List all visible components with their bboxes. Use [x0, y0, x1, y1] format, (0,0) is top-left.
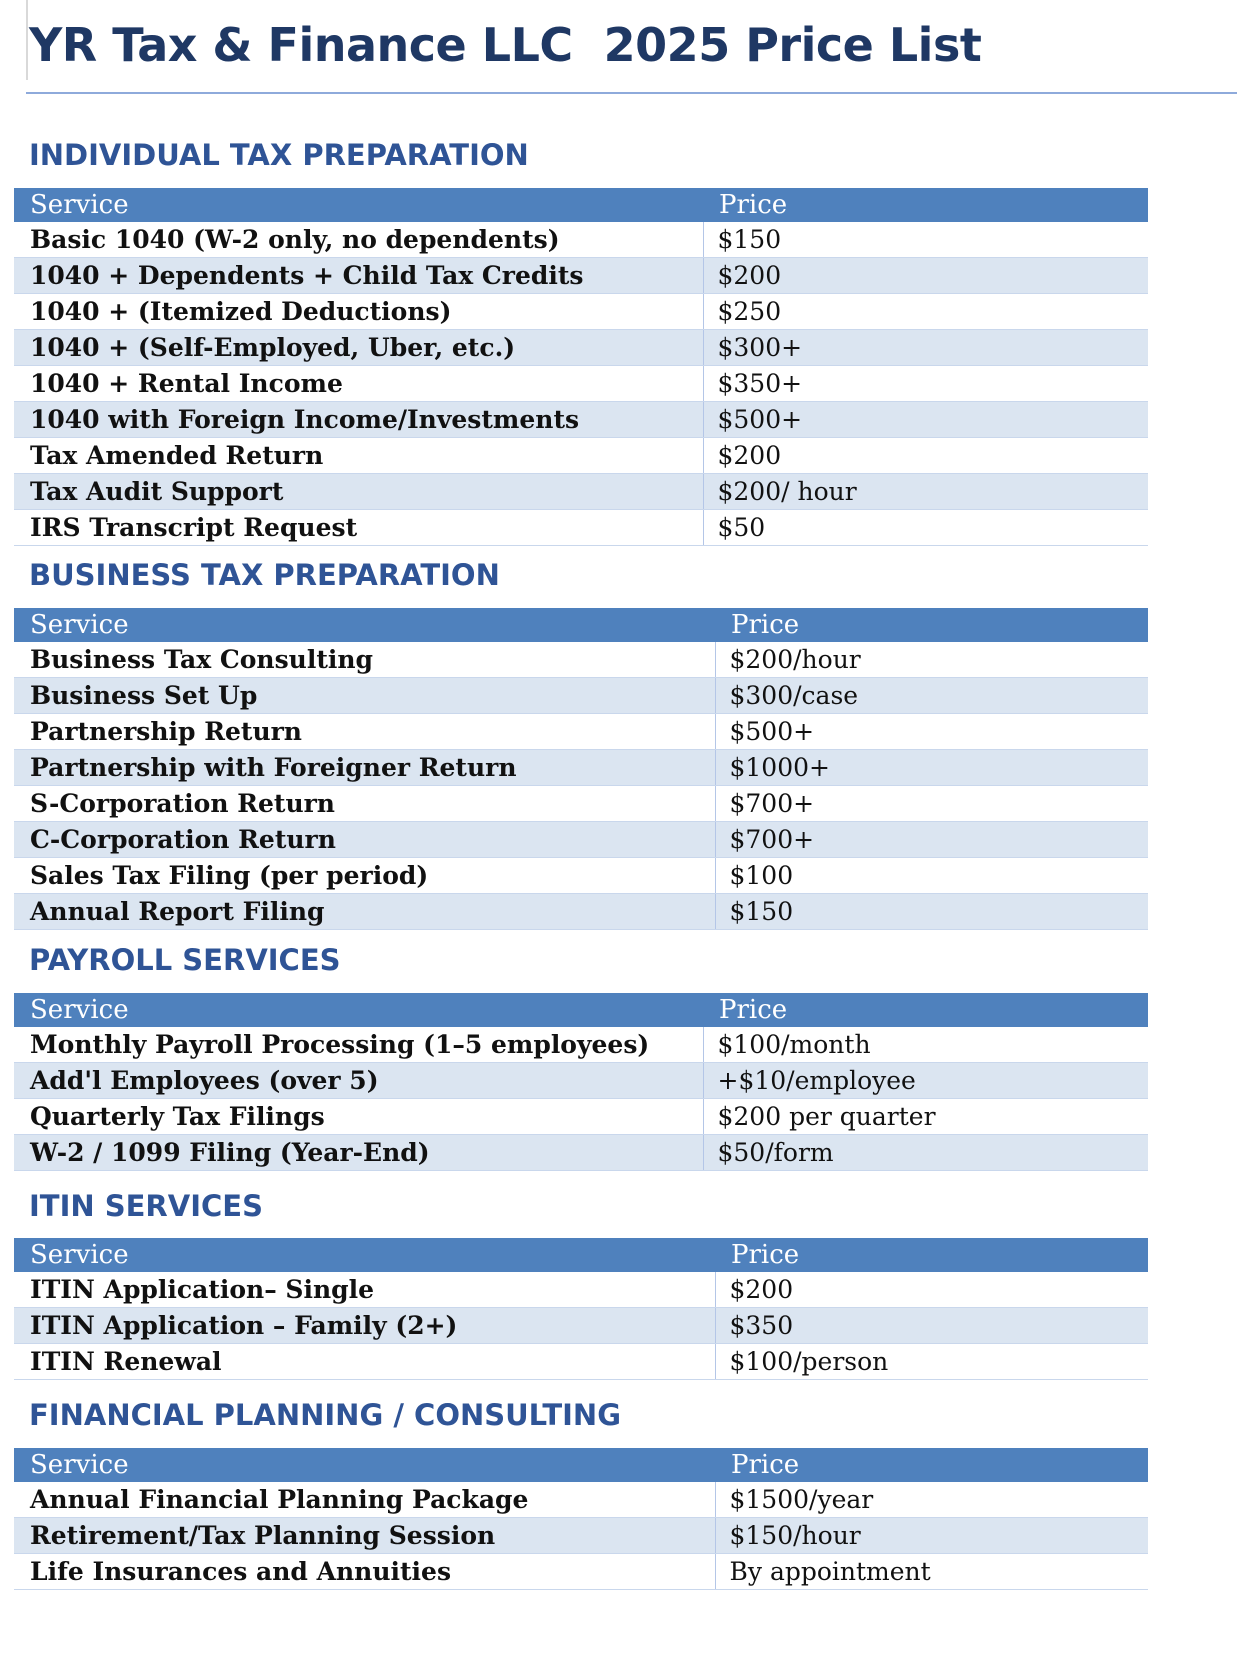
table-row: [14, 858, 1148, 894]
table-row: [14, 1027, 1148, 1063]
section-heading-individual: INDIVIDUAL TAX PREPARATION: [29, 138, 529, 172]
service-cell: Life Insurances and Annuities: [14, 1554, 715, 1590]
service-cell: ITIN Application – Family (2+): [14, 1308, 715, 1344]
service-cell: Sales Tax Filing (per period): [14, 858, 715, 894]
price-cell: $700+: [715, 786, 1148, 822]
section-heading-financial-planning: FINANCIAL PLANNING / CONSULTING: [29, 1398, 622, 1432]
section-heading-business: BUSINESS TAX PREPARATION: [29, 558, 500, 592]
table-row: [14, 678, 1148, 714]
price-cell: $200 per quarter: [703, 1099, 1148, 1135]
table-row: [14, 1308, 1148, 1344]
table-row: [14, 1554, 1148, 1590]
section-heading-payroll: PAYROLL SERVICES: [29, 943, 341, 977]
table-row: [14, 222, 1148, 258]
table-row: [14, 438, 1148, 474]
price-cell: $200: [703, 258, 1148, 294]
table-row: [14, 1099, 1148, 1135]
price-cell: By appointment: [715, 1554, 1148, 1590]
service-cell: Add'l Employees (over 5): [14, 1063, 703, 1099]
table-row: [14, 894, 1148, 930]
table-row: [14, 822, 1148, 858]
table-row: [14, 642, 1148, 678]
table-row: [14, 402, 1148, 438]
service-cell: Basic 1040 (W-2 only, no dependents): [14, 222, 703, 258]
service-cell: Monthly Payroll Processing (1–5 employees): [14, 1027, 703, 1063]
service-cell: Quarterly Tax Filings: [14, 1099, 703, 1135]
price-cell: $350: [715, 1308, 1148, 1344]
table-row: [14, 1063, 1148, 1099]
page-margin-mark: [26, 0, 28, 80]
table-row: [14, 786, 1148, 822]
column-header-price: Price: [703, 188, 1148, 222]
service-cell: IRS Transcript Request: [14, 510, 703, 546]
price-cell: $50: [703, 510, 1148, 546]
service-cell: Partnership with Foreigner Return: [14, 750, 715, 786]
service-cell: ITIN Application– Single: [14, 1272, 715, 1308]
price-cell: $100: [715, 858, 1148, 894]
service-cell: Annual Report Filing: [14, 894, 715, 930]
table-row: [14, 1135, 1148, 1171]
column-header-service: Service: [14, 1448, 715, 1482]
table-row: [14, 750, 1148, 786]
service-cell: 1040 with Foreign Income/Investments: [14, 402, 703, 438]
service-cell: Annual Financial Planning Package: [14, 1482, 715, 1518]
service-cell: Tax Audit Support: [14, 474, 703, 510]
price-cell: $200/hour: [715, 642, 1148, 678]
service-cell: 1040 + (Itemized Deductions): [14, 294, 703, 330]
column-header-price: Price: [715, 608, 1148, 642]
price-cell: $100/month: [703, 1027, 1148, 1063]
price-table-itin: [14, 1238, 1148, 1380]
service-cell: Business Set Up: [14, 678, 715, 714]
service-cell: Partnership Return: [14, 714, 715, 750]
table-row: [14, 1482, 1148, 1518]
price-cell: $1500/year: [715, 1482, 1148, 1518]
service-cell: 1040 + Rental Income: [14, 366, 703, 402]
service-cell: 1040 + Dependents + Child Tax Credits: [14, 258, 703, 294]
table-header-row: [14, 1238, 1148, 1272]
price-cell: $100/person: [715, 1344, 1148, 1380]
title-divider: [26, 92, 1237, 94]
table-row: [14, 294, 1148, 330]
table-row: [14, 1272, 1148, 1308]
price-cell: $150: [715, 894, 1148, 930]
price-cell: $150/hour: [715, 1518, 1148, 1554]
column-header-price: Price: [715, 1238, 1148, 1272]
price-table-payroll: [14, 993, 1148, 1171]
price-cell: +$10/employee: [703, 1063, 1148, 1099]
service-cell: S-Corporation Return: [14, 786, 715, 822]
price-cell: $200/ hour: [703, 474, 1148, 510]
price-cell: $200: [715, 1272, 1148, 1308]
price-table-business: [14, 608, 1148, 930]
service-cell: W-2 / 1099 Filing (Year-End): [14, 1135, 703, 1171]
price-cell: $300+: [703, 330, 1148, 366]
table-header-row: [14, 993, 1148, 1027]
table-row: [14, 1518, 1148, 1554]
page-title: YR Tax & Finance LLC 2025 Price List: [29, 18, 982, 72]
service-cell: C-Corporation Return: [14, 822, 715, 858]
service-cell: Retirement/Tax Planning Session: [14, 1518, 715, 1554]
table-header-row: [14, 608, 1148, 642]
price-cell: $1000+: [715, 750, 1148, 786]
table-row: [14, 1344, 1148, 1380]
service-cell: ITIN Renewal: [14, 1344, 715, 1380]
price-cell: $200: [703, 438, 1148, 474]
table-row: [14, 714, 1148, 750]
table-row: [14, 366, 1148, 402]
price-cell: $300/case: [715, 678, 1148, 714]
table-row: [14, 510, 1148, 546]
price-cell: $700+: [715, 822, 1148, 858]
table-row: [14, 258, 1148, 294]
column-header-service: Service: [14, 608, 715, 642]
table-header-row: [14, 1448, 1148, 1482]
price-cell: $350+: [703, 366, 1148, 402]
price-cell: $50/form: [703, 1135, 1148, 1171]
service-cell: 1040 + (Self-Employed, Uber, etc.): [14, 330, 703, 366]
price-cell: $500+: [715, 714, 1148, 750]
column-header-service: Service: [14, 993, 703, 1027]
table-row: [14, 330, 1148, 366]
table-row: [14, 474, 1148, 510]
price-table-financial-planning: [14, 1448, 1148, 1590]
column-header-service: Service: [14, 1238, 715, 1272]
price-cell: $150: [703, 222, 1148, 258]
section-heading-itin: ITIN SERVICES: [29, 1189, 263, 1223]
price-cell: $500+: [703, 402, 1148, 438]
service-cell: Tax Amended Return: [14, 438, 703, 474]
column-header-service: Service: [14, 188, 703, 222]
service-cell: Business Tax Consulting: [14, 642, 715, 678]
column-header-price: Price: [703, 993, 1148, 1027]
price-table-individual: [14, 188, 1148, 546]
price-cell: $250: [703, 294, 1148, 330]
column-header-price: Price: [715, 1448, 1148, 1482]
table-header-row: [14, 188, 1148, 222]
